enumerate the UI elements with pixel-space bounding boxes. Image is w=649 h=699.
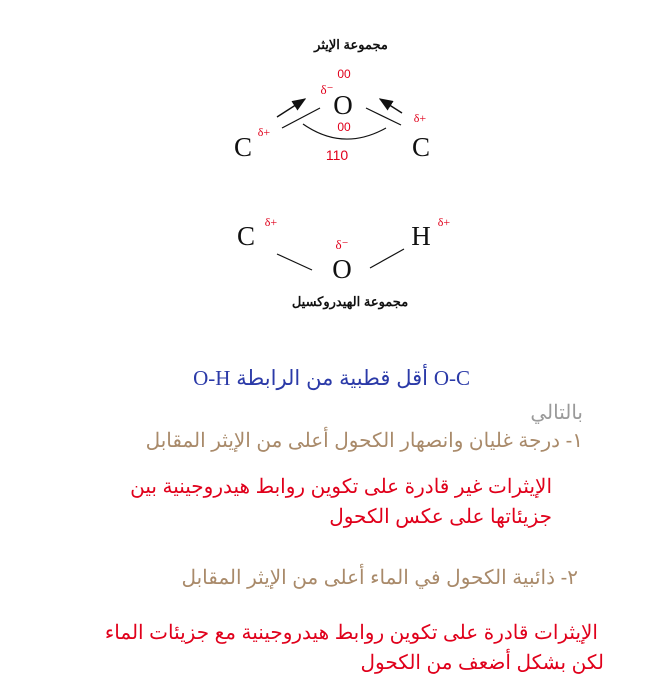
hydroxyl-hydrogen-delta-plus: δ+ (437, 215, 451, 229)
polarity-middle-text: أقل قطبية من الرابطة (236, 367, 428, 390)
explanation-one-line-one: الإيثرات غير قادرة على تكوين روابط هيدروجينية بين (130, 476, 552, 498)
ether-right-bond (366, 108, 401, 125)
explanation-two-line-one: الإيثرات قادرة على تكوين روابط هيدروجينية مع جزيئات الماء (104, 622, 598, 644)
ether-bond-angle-label: 110 (325, 147, 349, 163)
hydroxyl-carbon-atom: C (236, 221, 256, 251)
ether-lone-pair-top: 00 (337, 67, 351, 81)
polarity-bond-oc: O-C (433, 366, 470, 390)
hydroxyl-oxygen-atom: O (332, 254, 352, 284)
hydroxyl-right-bond (370, 249, 404, 268)
hydroxyl-carbon-delta-plus: δ+ (264, 215, 278, 229)
hydroxyl-oxygen-delta-minus: δ⁻ (335, 237, 349, 252)
ether-right-carbon-atom: C (411, 132, 431, 162)
ether-oxygen-atom: O (333, 90, 353, 120)
hydroxyl-hydrogen-atom: H (411, 221, 431, 251)
polarity-bond-oh: O-H (193, 366, 231, 390)
ether-lone-pair-bottom: 00 (337, 120, 351, 134)
polarity-statement (0, 366, 470, 391)
ether-delta-minus: δ⁻ (320, 82, 334, 97)
hydroxyl-title: مجموعة الهيدروكسيل (291, 294, 409, 309)
ether-left-bond (282, 108, 320, 128)
ether-left-carbon-atom: C (233, 132, 253, 162)
point-two: ٢- ذائبية الكحول في الماء أعلى من الإيثر المقابل (181, 567, 578, 589)
ether-right-delta-plus: δ+ (413, 111, 427, 125)
ether-right-dipole-arrow (380, 99, 402, 113)
ether-left-dipole-arrow (277, 99, 305, 117)
hydroxyl-left-bond (277, 254, 312, 270)
explanation-two-line-two: لكن بشكل أضعف من الكحول (360, 652, 604, 674)
structure-diagram (0, 0, 649, 330)
explanation-one-line-two: جزيئاتها على عكس الكحول (329, 506, 552, 528)
therefore-label: بالتالي (530, 402, 583, 424)
ether-title: مجموعة الإيثر (314, 37, 388, 52)
ether-left-delta-plus: δ+ (257, 125, 271, 139)
point-one: ١- درجة غليان وانصهار الكحول أعلى من الإيثر المقابل (145, 430, 583, 452)
